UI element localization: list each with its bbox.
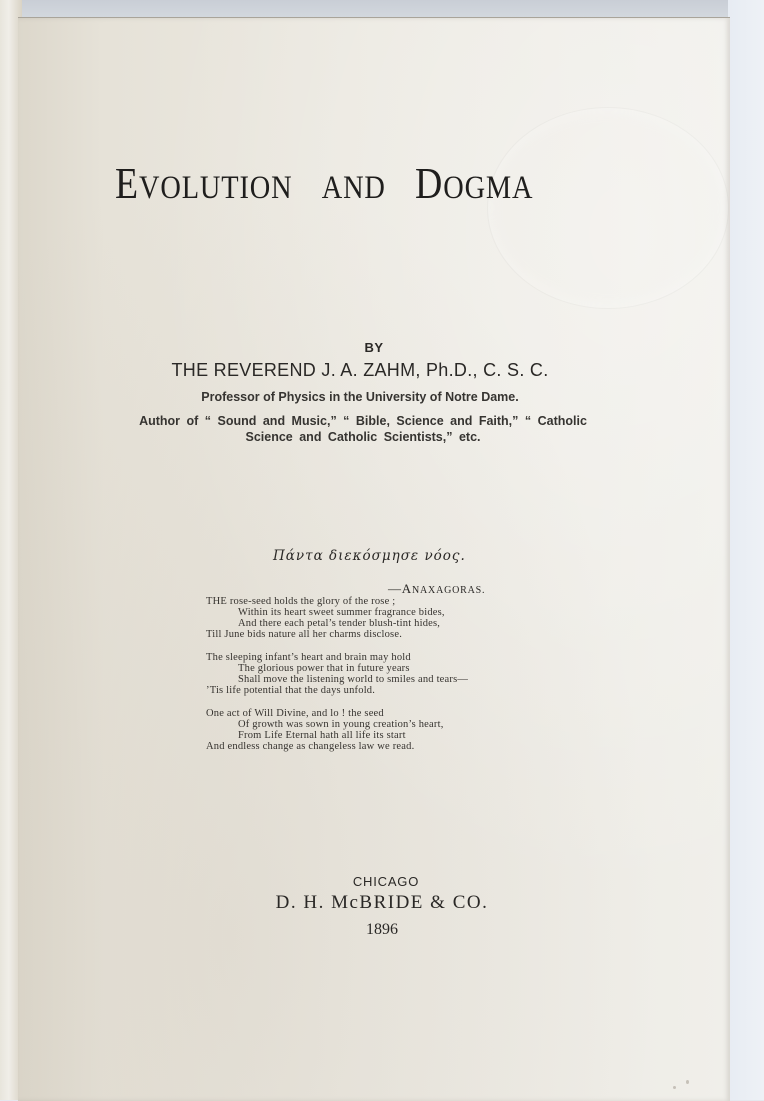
poem-line: And endless change as changeless law we read. xyxy=(206,741,415,752)
poem-stanza xyxy=(206,652,526,696)
poem-stanza xyxy=(206,596,526,640)
title-page xyxy=(18,17,730,1101)
foxing-spot xyxy=(673,1086,676,1089)
epigraph-attribution: —ANAXAGORAS. xyxy=(388,581,486,596)
poem-line: Shall move the listening world to smiles and tears— xyxy=(238,674,469,685)
imprint-publisher: D. H. McBRIDE & CO. xyxy=(275,892,489,913)
poem-line: Of growth was sown in young creation’s heart, xyxy=(238,719,444,730)
imprint-city: CHICAGO xyxy=(352,874,420,889)
book-title: EVOLUTION AND DOGMA xyxy=(115,159,534,208)
by-label: BY xyxy=(364,340,384,355)
imprint-year: 1896 xyxy=(366,921,398,938)
poem-line: Till June bids nature all her charms disclose. xyxy=(206,629,403,640)
poem-line: Within its heart sweet summer fragrance bides, xyxy=(238,607,445,618)
background-surface xyxy=(0,0,764,18)
author-works-line: Science and Catholic Scientists,” etc. xyxy=(245,430,481,444)
greek-epigraph: Πάντα διεκόσμησε νόος. xyxy=(273,548,466,564)
author-works xyxy=(123,413,603,445)
foxing-spot xyxy=(686,1080,689,1084)
author-position: Professor of Physics in the University of Notre Dame. xyxy=(201,390,519,404)
poem-line: The glorious power that in future years xyxy=(238,663,410,674)
poem-line: THE rose-seed holds the glory of the rose ; xyxy=(206,596,396,607)
author-name: THE REVEREND J. A. ZAHM, Ph.D., C. S. C. xyxy=(171,360,549,380)
poem-stanza xyxy=(206,708,526,752)
poem-line: The sleeping infant’s heart and brain may hold xyxy=(206,652,411,663)
poem-line: And there each petal’s tender blush-tint hides, xyxy=(238,618,441,629)
author-works-line: Author of “ Sound and Music,” “ Bible, Science and Faith,” “ Catholic xyxy=(139,414,587,428)
poem-line: From Life Eternal hath all life its start xyxy=(238,730,406,741)
poem-line: One act of Will Divine, and lo ! the seed xyxy=(206,708,384,719)
poem-line: ’Tis life potential that the days unfold. xyxy=(206,685,376,696)
